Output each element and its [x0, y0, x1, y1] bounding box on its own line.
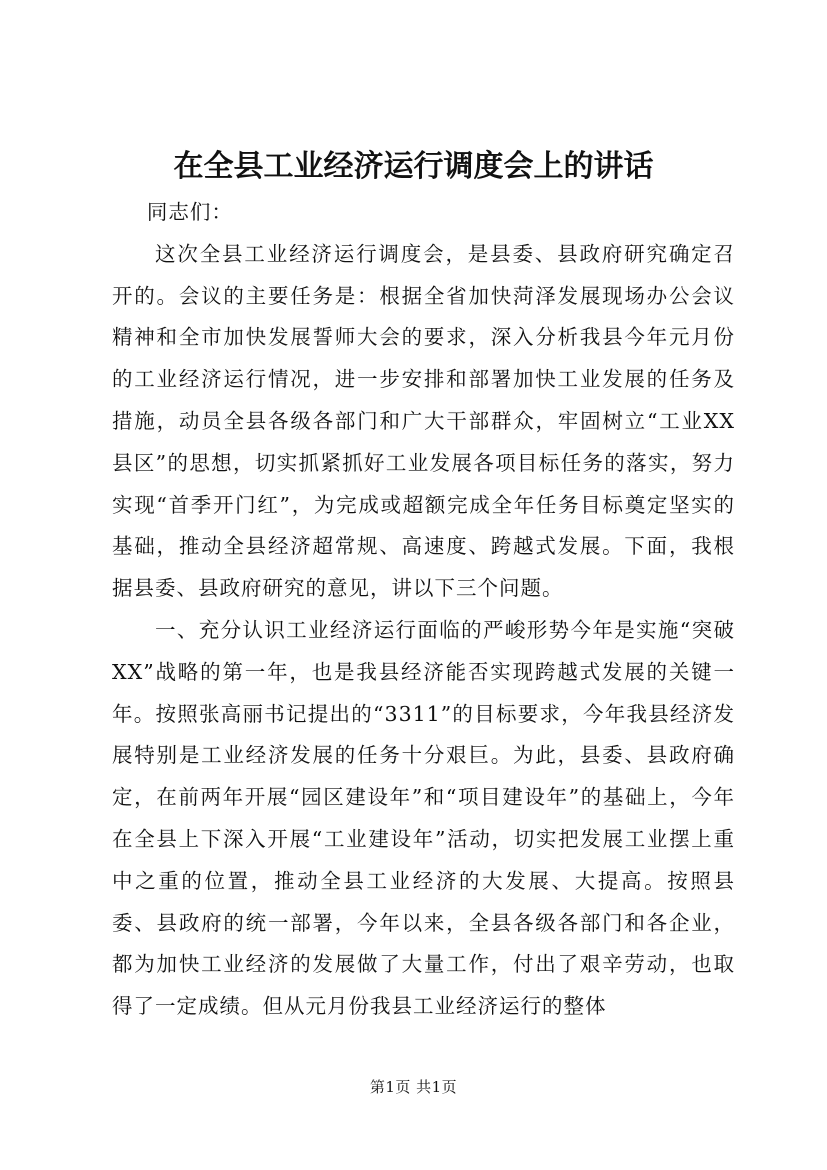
paragraph-2: 一、充分认识工业经济运行面临的严峻形势今年是实施“突破XX”战略的第一年，也是我县经济能否实现跨越式发展的关键一年。按照张高丽书记提出的“3311”的目标要求，今年我县经济发展特别是工业经济发展的任务十分艰巨。为此，县委、县政府确定，在前两年开展“园区建设年”和“项目建设年”的基础上，今年在全县上下深入开展“工业建设年”活动，切实把发展工业摆上重中之重的位置，推动全县工业经济的大发展、大提高。按照县委、县政府的统一部署，今年以来，全县各级各部门和各企业，都为加快工业经济的发展做了大量工作，付出了艰辛劳动，也取得了一定成绩。但从元月份我县工业经济运行的整体: [112, 617, 735, 1019]
page-footer: 第1页 共1页: [369, 1078, 458, 1096]
salutation: 同志们：: [146, 200, 233, 224]
document-body: [112, 192, 735, 1028]
document-title: 在全县工业经济运行调度会上的讲话: [173, 149, 654, 184]
paragraph-1: 这次全县工业经济运行调度会，是县委、县政府研究确定召开的。会议的主要任务是：根据全省加快菏泽发展现场办公会议精神和全市加快发展誓师大会的要求，深入分析我县今年元月份的工业经济运行情况，进一步安排和部署加快工业发展的任务及措施，动员全县各级各部门和广大干部群众，牢固树立“工业XX县区”的思想，切实抓紧抓好工业发展各项目标任务的落实，努力实现“首季开门红”，为完成或超额完成全年任务目标奠定坚实的基础，推动全县经济超常规、高速度、跨越式发展。下面，我根据县委、县政府研究的意见，讲以下三个问题。: [112, 241, 735, 601]
